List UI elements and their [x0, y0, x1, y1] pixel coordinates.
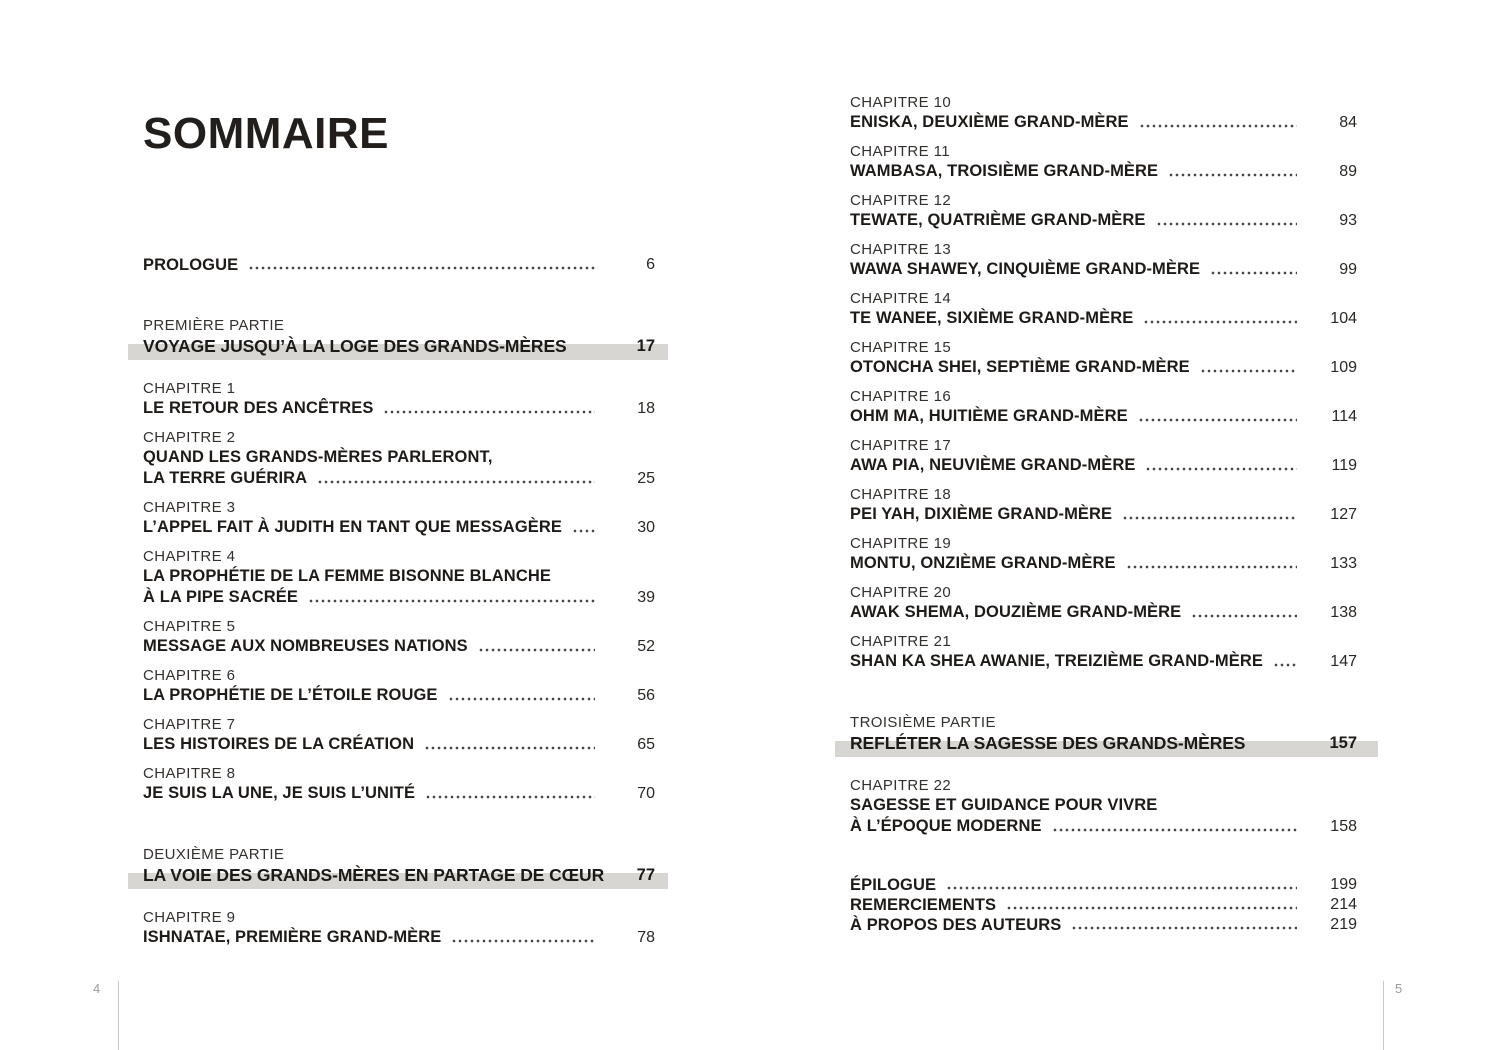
- chapter-title: MESSAGE AUX NOMBREUSES NATIONS: [143, 637, 468, 655]
- folio-left: 4: [93, 981, 101, 996]
- part-kicker: DEUXIÈME PARTIE: [143, 846, 285, 863]
- dot-leader: [383, 410, 595, 414]
- dot-leader: [572, 529, 595, 533]
- part-page-number: 17: [636, 337, 655, 355]
- chapter-kicker: CHAPITRE 13: [850, 241, 952, 258]
- page-number: 104: [1330, 310, 1357, 327]
- chapter-title: WAMBASA, TROISIÈME GRAND-MÈRE: [850, 162, 1159, 180]
- toc-row: [143, 783, 655, 804]
- dot-leader: [478, 648, 595, 652]
- simple-entry-label: REMERCIEMENTS: [850, 896, 997, 914]
- chapter-kicker: CHAPITRE 22: [850, 777, 952, 794]
- part-title-row: [143, 864, 655, 886]
- toc-column-right: [850, 93, 1357, 935]
- toc-simple-entry: [850, 895, 1357, 915]
- chapter-title: LES HISTOIRES DE LA CRÉATION: [143, 735, 415, 753]
- toc-row: [143, 587, 655, 608]
- chapter-kicker: CHAPITRE 3: [143, 499, 236, 516]
- chapter-kicker: CHAPITRE 8: [143, 765, 236, 782]
- simple-entry-label: À PROPOS DES AUTEURS: [850, 916, 1062, 934]
- toc-chapter-entry: [143, 666, 655, 706]
- toc-chapter-entry: [850, 289, 1357, 329]
- chapter-kicker: CHAPITRE 4: [143, 548, 236, 565]
- folio-right: 5: [1395, 981, 1403, 996]
- chapter-kicker: CHAPITRE 15: [850, 339, 952, 356]
- page-number: 119: [1331, 457, 1357, 474]
- toc-row: [850, 112, 1357, 133]
- chapter-title: WAWA SHAWEY, CINQUIÈME GRAND-MÈRE: [850, 260, 1201, 278]
- page-number: 93: [1339, 212, 1357, 229]
- chapter-title: ISHNATAE, PREMIÈRE GRAND-MÈRE: [143, 928, 442, 946]
- toc-chapter-entry: [850, 632, 1357, 672]
- toc-row: [143, 398, 655, 419]
- chapter-kicker: CHAPITRE 19: [850, 535, 952, 552]
- toc-chapter-entry: [850, 142, 1357, 182]
- page-number: 30: [637, 519, 655, 536]
- part-title: VOYAGE JUSQU’À LA LOGE DES GRANDS-MÈRES: [143, 336, 567, 356]
- chapter-title-line: QUAND LES GRANDS-MÈRES PARLERONT,: [143, 448, 493, 466]
- chapter-kicker: CHAPITRE 11: [850, 143, 950, 160]
- toc-row: [850, 259, 1357, 280]
- toc-chapter-entry: [143, 617, 655, 657]
- toc-row: [850, 455, 1357, 476]
- toc-chapter-entry: [143, 908, 655, 948]
- page-number: 52: [637, 638, 655, 655]
- dot-leader: [248, 266, 595, 270]
- toc-simple-group: [850, 875, 1357, 935]
- dot-leader: [1071, 926, 1297, 930]
- part-title-row: [850, 732, 1357, 754]
- chapter-title: À L’ÉPOQUE MODERNE: [850, 817, 1042, 835]
- toc-chapter-entry: [143, 547, 655, 608]
- dot-leader: [424, 746, 595, 750]
- page-number: 114: [1331, 408, 1357, 425]
- simple-entry-label: ÉPILOGUE: [850, 876, 937, 894]
- toc-row: [850, 406, 1357, 427]
- toc-row: [143, 685, 655, 706]
- chapter-kicker: CHAPITRE 12: [850, 192, 952, 209]
- toc-chapter-entry: [850, 240, 1357, 280]
- part-title: REFLÉTER LA SAGESSE DES GRANDS-MÈRES: [850, 733, 1246, 753]
- toc-row: [850, 816, 1357, 837]
- page-number: 78: [637, 929, 655, 946]
- toc-simple-entry: [850, 915, 1357, 935]
- toc-row: [850, 161, 1357, 182]
- part-title: LA VOIE DES GRANDS-MÈRES EN PARTAGE DE CŒUR: [143, 865, 605, 885]
- chapter-title: TEWATE, QUATRIÈME GRAND-MÈRE: [850, 211, 1146, 229]
- chapter-kicker: CHAPITRE 2: [143, 429, 236, 446]
- dot-leader: [1156, 222, 1297, 226]
- chapter-title: SHAN KA SHEA AWANIE, TREIZIÈME GRAND-MÈRE: [850, 652, 1263, 670]
- page-title: SOMMAIRE: [143, 109, 389, 158]
- dot-leader: [425, 795, 595, 799]
- toc-row: [850, 210, 1357, 231]
- page-number: 56: [637, 687, 655, 704]
- chapter-title-line: LA PROPHÉTIE DE LA FEMME BISONNE BLANCHE: [143, 567, 551, 585]
- chapter-kicker: CHAPITRE 17: [850, 437, 952, 454]
- dot-leader: [448, 697, 595, 701]
- chapter-title: OTONCHA SHEI, SEPTIÈME GRAND-MÈRE: [850, 358, 1190, 376]
- dot-leader: [308, 599, 595, 603]
- part-kicker: TROISIÈME PARTIE: [850, 714, 996, 731]
- chapter-kicker: CHAPITRE 14: [850, 290, 952, 307]
- chapter-kicker: CHAPITRE 21: [850, 633, 952, 650]
- chapter-title: AWAK SHEMA, DOUZIÈME GRAND-MÈRE: [850, 603, 1182, 621]
- chapter-title: MONTU, ONZIÈME GRAND-MÈRE: [850, 554, 1116, 572]
- dot-leader: [1143, 320, 1297, 324]
- toc-column-left: [143, 255, 655, 948]
- dot-leader: [1052, 828, 1297, 832]
- toc-chapter-entry: [850, 338, 1357, 378]
- toc-chapter-entry: [143, 498, 655, 538]
- part-page-number: 77: [636, 866, 655, 884]
- dot-leader: [1145, 467, 1297, 471]
- toc-chapter-entry: [850, 191, 1357, 231]
- chapter-title: ENISKA, DEUXIÈME GRAND-MÈRE: [850, 113, 1129, 131]
- page-number: 39: [637, 589, 655, 606]
- chapter-kicker: CHAPITRE 9: [143, 909, 236, 926]
- dot-leader: [1168, 173, 1297, 177]
- page-number: 99: [1339, 261, 1357, 278]
- chapter-title: LA PROPHÉTIE DE L’ÉTOILE ROUGE: [143, 686, 438, 704]
- page-number: 6: [646, 256, 655, 273]
- toc-chapter-entry: [850, 534, 1357, 574]
- toc-row: [143, 927, 655, 948]
- page-number: 70: [637, 785, 655, 802]
- toc-chapter-entry: [850, 387, 1357, 427]
- chapter-title: TE WANEE, SIXIÈME GRAND-MÈRE: [850, 309, 1134, 327]
- dot-leader: [1138, 418, 1297, 422]
- part-page-number: 157: [1329, 734, 1357, 752]
- page-number: 25: [637, 470, 655, 487]
- chapter-title: LE RETOUR DES ANCÊTRES: [143, 399, 374, 417]
- page-number: 147: [1330, 653, 1357, 670]
- page-number: 109: [1330, 359, 1357, 376]
- chapter-title-line: SAGESSE ET GUIDANCE POUR VIVRE: [850, 796, 1158, 814]
- toc-simple-group: [143, 255, 655, 275]
- chapter-kicker: CHAPITRE 6: [143, 667, 236, 684]
- chapter-kicker: CHAPITRE 1: [143, 380, 236, 397]
- chapter-kicker: CHAPITRE 5: [143, 618, 236, 635]
- page-number: 84: [1339, 114, 1357, 131]
- dot-leader: [317, 480, 595, 484]
- dot-leader: [1126, 565, 1297, 569]
- toc-simple-entry: [143, 255, 655, 275]
- toc-chapter-entry: [143, 715, 655, 755]
- toc-row: [850, 308, 1357, 329]
- chapter-title: L’APPEL FAIT À JUDITH EN TANT QUE MESSAGÈRE: [143, 518, 562, 536]
- page-number: 219: [1330, 916, 1357, 933]
- chapter-title: LA TERRE GUÉRIRA: [143, 469, 308, 487]
- part-title-row: [143, 335, 655, 357]
- chapter-kicker: CHAPITRE 20: [850, 584, 952, 601]
- chapter-title: OHM MA, HUITIÈME GRAND-MÈRE: [850, 407, 1128, 425]
- dot-leader: [1139, 124, 1297, 128]
- dot-leader: [1006, 906, 1297, 910]
- page-number: 65: [637, 736, 655, 753]
- toc-row: [850, 504, 1357, 525]
- dot-leader: [1200, 369, 1297, 373]
- chapter-kicker: CHAPITRE 16: [850, 388, 952, 405]
- folio-divider-right: [1383, 981, 1384, 1050]
- toc-chapter-entry: [143, 764, 655, 804]
- toc-row: [850, 651, 1357, 672]
- chapter-kicker: CHAPITRE 18: [850, 486, 952, 503]
- toc-row: [143, 517, 655, 538]
- dot-leader: [946, 886, 1297, 890]
- toc-chapter-entry: [850, 583, 1357, 623]
- folio-divider-left: [118, 981, 119, 1050]
- toc-chapter-entry: [850, 93, 1357, 133]
- page-number: 133: [1330, 555, 1357, 572]
- toc-chapter-entry: [850, 776, 1357, 837]
- toc-part-section: [143, 316, 655, 357]
- toc-row: [143, 636, 655, 657]
- toc-row: [850, 357, 1357, 378]
- dot-leader: [1210, 271, 1297, 275]
- chapter-title: AWA PIA, NEUVIÈME GRAND-MÈRE: [850, 456, 1136, 474]
- chapter-kicker: CHAPITRE 10: [850, 94, 952, 111]
- toc-chapter-entry: [850, 436, 1357, 476]
- toc-chapter-entry: [143, 428, 655, 489]
- page-number: 18: [637, 400, 655, 417]
- dot-leader: [1273, 663, 1297, 667]
- toc-chapter-entry: [850, 485, 1357, 525]
- chapter-kicker: CHAPITRE 7: [143, 716, 236, 733]
- toc-chapter-entry: [143, 379, 655, 419]
- page-number: 138: [1330, 604, 1357, 621]
- page-number: 214: [1330, 896, 1357, 913]
- toc-row: [850, 602, 1357, 623]
- toc-part-section: [850, 713, 1357, 754]
- toc-part-section: [143, 845, 655, 886]
- dot-leader: [451, 939, 595, 943]
- page-right: [750, 0, 1500, 1050]
- dot-leader: [1122, 516, 1297, 520]
- chapter-title: JE SUIS LA UNE, JE SUIS L’UNITÉ: [143, 784, 416, 802]
- simple-entry-label: PROLOGUE: [143, 256, 239, 274]
- page-number: 127: [1330, 506, 1357, 523]
- toc-row: [143, 734, 655, 755]
- page-number: 89: [1339, 163, 1357, 180]
- part-kicker: PREMIÈRE PARTIE: [143, 317, 285, 334]
- toc-simple-entry: [850, 875, 1357, 895]
- page-number: 158: [1330, 818, 1357, 835]
- dot-leader: [1191, 614, 1297, 618]
- chapter-title: À LA PIPE SACRÉE: [143, 588, 299, 606]
- toc-row: [143, 468, 655, 489]
- chapter-title: PEI YAH, DIXIÈME GRAND-MÈRE: [850, 505, 1113, 523]
- toc-row: [850, 553, 1357, 574]
- page-number: 199: [1330, 876, 1357, 893]
